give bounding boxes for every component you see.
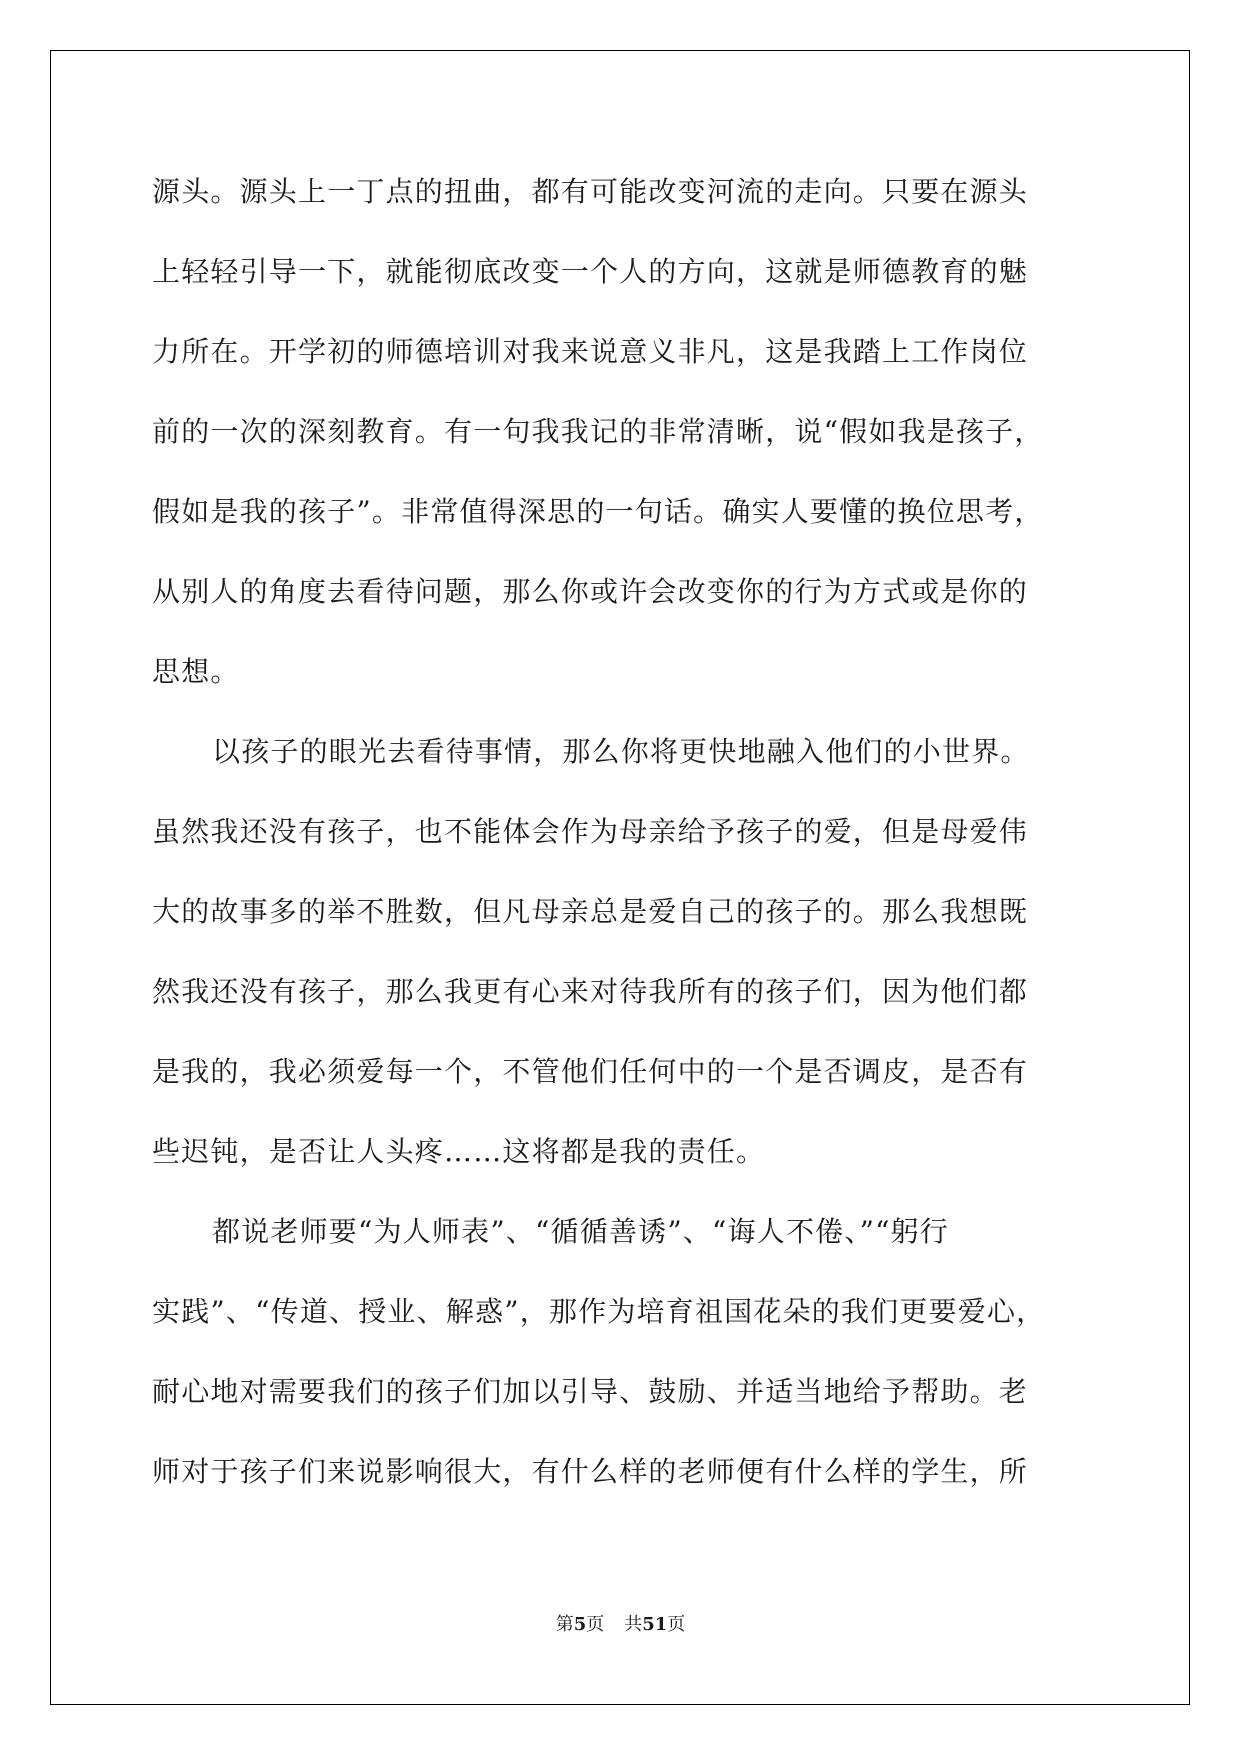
page-suffix: 页 [586,1614,605,1635]
total-pages: 51 [642,1614,668,1635]
text-line: 师对于孩子们来说影响很大，有什么样的老师便有什么样的学生，所 [152,1455,1029,1488]
text-line: 力所在。开学初的师德培训对我来说意义非凡，这是我踏上工作岗位 [152,335,1029,368]
text-line: 虽然我还没有孩子，也不能体会作为母亲给予孩子的爱，但是母爱伟 [152,815,1029,848]
paragraph-first-line: 以孩子的眼光去看待事情，那么你将更快地融入他们的小世界。 [212,735,1030,768]
page-prefix: 第 [555,1614,574,1635]
text-line: 假如是我的孩子”。非常值得深思的一句话。确实人要懂的换位思考， [152,495,1044,528]
document-body [152,152,1092,1512]
text-line: 前的一次的深刻教育。有一句我我记的非常清晰，说“假如我是孩子， [152,415,1044,448]
text-line: 是我的，我必须爱每一个，不管他们任何中的一个是否调皮，是否有 [152,1055,1029,1088]
text-line: 实践”、“传道、授业、解惑”，那作为培育祖国花朵的我们更要爱心， [152,1295,1046,1328]
text-line: 些迟钝，是否让人头疼……这将都是我的责任。 [152,1135,766,1168]
page-number: 5 [573,1614,587,1635]
text-line: 耐心地对需要我们的孩子们加以引导、鼓励、并适当地给予帮助。老 [152,1375,1029,1408]
text-line: 从别人的角度去看待问题，那么你或许会改变你的行为方式或是你的 [152,575,1029,608]
total-suffix: 页 [667,1614,686,1635]
text-line: 大的故事多的举不胜数，但凡母亲总是爱自己的孩子的。那么我想既 [152,895,1029,928]
text-line: 然我还没有孩子，那么我更有心来对待我所有的孩子们，因为他们都 [152,975,1029,1008]
page-footer [0,1610,1241,1636]
text-line: 上轻轻引导一下，就能彻底改变一个人的方向，这就是师德教育的魅 [152,255,1029,288]
paragraph-first-line: 都说老师要“为人师表”、“循循善诱”、“诲人不倦、”“躬行 [212,1215,950,1248]
text-line: 源头。源头上一丁点的扭曲，都有可能改变河流的走向。只要在源头 [152,175,1029,208]
total-prefix: 共 [624,1614,643,1635]
text-line: 思想。 [152,655,240,688]
